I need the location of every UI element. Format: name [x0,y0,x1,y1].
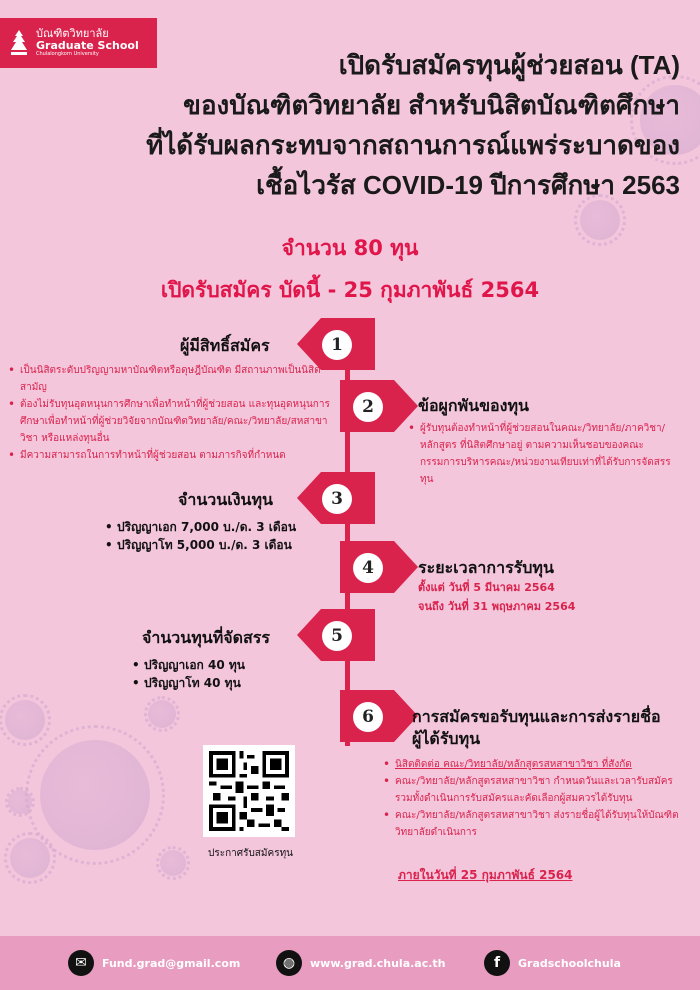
allocation-list [132,656,332,692]
list-item: • คณะ/วิทยาลัย/หลักสูตรสหสาขาวิชา ส่งรายชื่อผู้ได้รับทุนให้บัณฑิตวิทยาลัยดำเนินการ [383,807,683,841]
step-6-marker [340,690,418,742]
obligation-list [408,420,678,488]
application-period: เปิดรับสมัคร บัดนี้ - 25 กุมภาพันธ์ 2564 [160,278,540,302]
list-item: • ปริญญาเอก 40 ทุน [132,656,332,674]
list-item: • นิสิตติดต่อ คณะ/วิทยาลัย/หลักสูตรสหสาขาวิชา ที่สังกัด [383,756,683,773]
list-item: • คณะ/วิทยาลัย/หลักสูตรสหสาขาวิชา กำหนดวันและเวลารับสมัคร รวมทั้งดำเนินการรับสมัครและคัดเลือกผู้สมควรได้รับทุน [383,773,683,807]
qr-caption: ประกาศรับสมัครทุน [207,848,293,859]
list-item: • มีความสามารถในการทำหน้าที่ผู้ช่วยสอน ตามภารกิจที่กำหนด [8,447,338,464]
step-5-marker [297,609,375,661]
website-text: www.grad.chula.ac.th [310,956,446,970]
chula-emblem-icon [8,28,30,58]
globe-icon: ◍ [276,950,302,976]
title-line: เชื้อไวรัส COVID-19 ปีการศึกษา 2563 [256,170,680,200]
amount-list [105,518,325,554]
list-item: • ผู้รับทุนต้องทำหน้าที่ผู้ช่วยสอนในคณะ/วิทยาลัย/ภาควิชา/หลักสูตร ที่นิสิตศึกษาอยู่ ตามความเห็นชอบของคณะกรรมการบริหารคณะ/หน่วยงานเทียบเท่าที่ได้รับการจัดสรรทุน [408,420,678,488]
logo-english-name: Graduate School [36,39,139,53]
virus-decoration [160,850,186,876]
virus-decoration [8,790,32,814]
step-number: 4 [353,553,383,583]
footer-website[interactable] [276,950,446,976]
virus-decoration [148,700,176,728]
virus-decoration [40,740,150,850]
footer-facebook[interactable] [484,950,621,976]
application-list [383,756,683,841]
email-text: Fund.grad@gmail.com [102,956,241,970]
obligation-heading: ข้อผูกพันของทุน [418,396,529,415]
step-3-marker [297,472,375,524]
title-line: ที่ได้รับผลกระทบจากสถานการณ์แพร่ระบาดของ [146,130,680,160]
scholarship-count: จำนวน 80 ทุน [281,236,419,260]
step-number: 3 [322,484,352,514]
application-heading [412,706,661,750]
application-heading-line: ผู้ได้รับทุน [412,729,481,748]
period-to: จนถึง วันที่ 31 พฤษภาคม 2564 [418,600,576,613]
logo-university: Chulalongkorn University [36,51,99,58]
step-number: 2 [353,392,383,422]
amount-heading: จำนวนเงินทุน [178,490,273,509]
title-line: เปิดรับสมัครทุนผู้ช่วยสอน (TA) [338,50,680,80]
application-heading-line: การสมัครขอรับทุนและการส่งรายชื่อ [412,707,661,726]
period-heading: ระยะเวลาการรับทุน [418,558,554,577]
list-item: • ปริญญาโท 5,000 บ./ด. 3 เดือน [105,536,325,554]
period-text [418,578,678,616]
step-4-marker [340,541,418,593]
step-number: 5 [322,621,352,651]
virus-decoration [10,838,50,878]
step-2-marker [340,380,418,432]
facebook-text: Gradschoolchula [518,956,621,970]
list-item: • เป็นนิสิตระดับปริญญามหาบัณฑิตหรือดุษฎีบัณฑิต มีสถานภาพเป็นนิสิตสามัญ [8,362,338,396]
logo-thai-name: บัณฑิตวิทยาลัย [36,27,109,41]
eligibility-heading: ผู้มีสิทธิ์สมัคร [180,336,270,355]
footer-email[interactable] [68,950,240,976]
list-item: • ปริญญาเอก 7,000 บ./ด. 3 เดือน [105,518,325,536]
qr-code-icon [209,751,289,831]
list-item: • ปริญญาโท 40 ทุน [132,674,332,692]
footer [0,936,700,990]
list-item: • ต้องไม่รับทุนอุดหนุนการศึกษาเพื่อทำหน้าที่ผู้ช่วยสอน และทุนอุดหนุนการศึกษาเพื่อทำหน้าที่ผู้ช่วยวิจัยจากบัณฑิตวิทยาลัย/คณะ/วิทยาลัย/สหสาขาวิชา หรือแหล่งทุนอื่น [8,396,338,447]
allocation-heading: จำนวนทุนที่จัดสรร [142,628,270,647]
step-number: 1 [322,330,352,360]
qr-code[interactable] [203,745,295,837]
virus-decoration [5,700,45,740]
eligibility-list [8,362,338,464]
step-number: 6 [353,702,383,732]
title-line: ของบัณฑิตวิทยาลัย สำหรับนิสิตบัณฑิตศึกษา [183,90,680,120]
period-from: ตั้งแต่ วันที่ 5 มีนาคม 2564 [418,581,555,594]
email-icon: ✉ [68,950,94,976]
application-deadline: ภายในวันที่ 25 กุมภาพันธ์ 2564 [398,868,573,882]
facebook-icon: f [484,950,510,976]
poster-title [40,45,680,205]
